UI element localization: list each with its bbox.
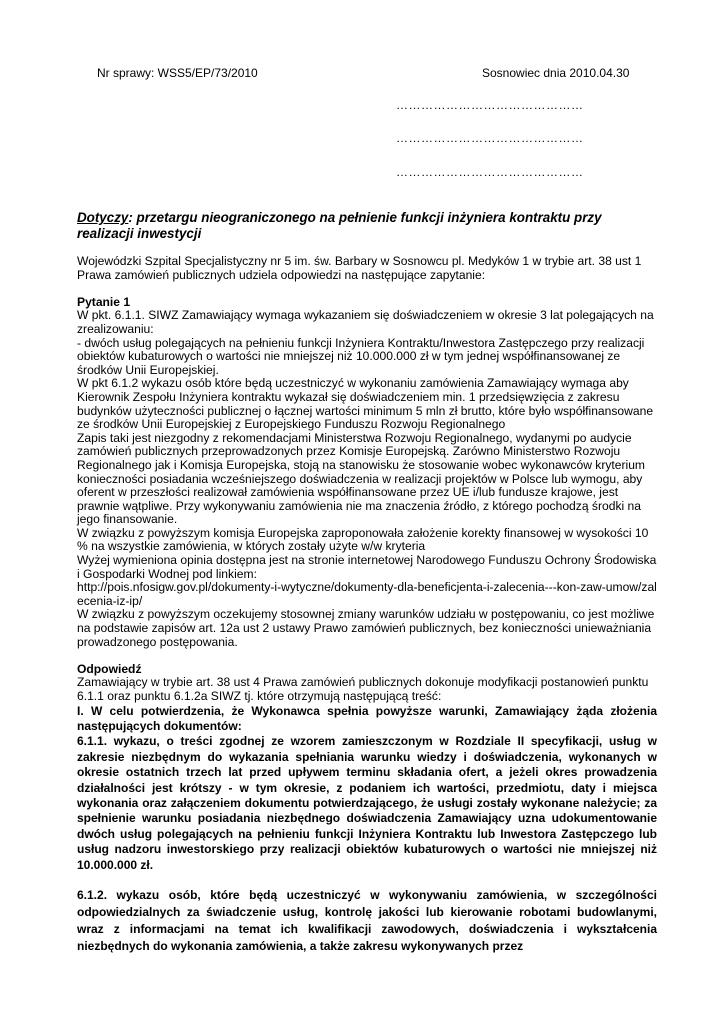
answer-point-6-1-2: 6.1.2. wykazu osób, które będą uczestniczyć w wykonywaniu zamówienia, w szczególności odpowiedzialnych za świadczenie usług, kontrolę jakości lub kierowanie robotami budowlanymi, wraz z informacjami na temat ich kwalifikacji zawodowych, doświadczenia i wykształcenia niezbędnych do wykonania zamówienia, a także zakresu wykonywanych przez [77, 888, 657, 954]
document-body [77, 210, 657, 955]
answer-intro: Zamawiający w trybie art. 38 ust 4 Prawa zamówień publicznych dokonuje modyfikacji postanowień punktu 6.1.1 oraz punktu 6.1.2a SIWZ tj. które otrzymują następującą treść: [77, 675, 649, 703]
question-line: W pkt. 6.1.1. SIWZ Zamawiający wymaga wykazaniem się doświadczeniem w okresie 3 lat polegających na zrealizowaniu: [77, 308, 654, 336]
address-line-1: ……………………………………… [396, 98, 584, 112]
question-line: Zapis taki jest niezgodny z rekomendacjami Ministerstwa Rozwoju Regionalnego, wydanymi po audycie zamówień publicznych przeprowadzonych przez Komisje Europejską. Zarówno Ministerstwo Rozwoju Regionalnego jak i Komisja Europejska, stoją na stanowisku że stosowanie wobec wykonawców kryterium konieczności posiadania wcześniejszego doświadczenia w realizacji projektów w Polsce lub wymogu, aby oferent w przeszłości realizował zamówienia współfinansowane przez UE i/lub fundusze krajowe, jest prawnie wątpliwe. Przy wykonywaniu zamówienia nie ma znaczenia źródło, z którego pochodzą środki na jego finansowanie. [77, 430, 646, 527]
question-line: Wyżej wymieniona opinia dostępna jest na stronie internetowej Narodowego Funduszu Ochrony Środowiska i Gospodarki Wodnej pod linkiem: [77, 553, 657, 581]
question-line: W pkt 6.1.2 wykazu osób które będą uczestniczyć w wykonaniu zamówienia Zamawiający wymaga aby Kierownik Zespołu Inżyniera kontraktu wykazał się doświadczeniem min. 1 przedsięwzięcia z zakresu budynków użyteczności publicznej o łącznej wartości minimum 5 mln zł brutto, które było współfinansowane ze środków Unii Europejskiej z Europejskiego Funduszu Rozwoju Regionalnego [77, 376, 654, 432]
intro-paragraph: Wojewódzki Szpital Specjalistyczny nr 5 im. św. Barbary w Sosnowcu pl. Medyków 1 w trybie art. 38 ust 1 Prawa zamówień publicznych udziela odpowiedzi na następujące zapytanie: [77, 254, 642, 282]
case-number: Nr sprawy: WSS5/EP/73/2010 [97, 66, 258, 80]
answer-heading: I. W celu potwierdzenia, że Wykonawca spełnia powyższe warunki, Zamawiający żąda złożenia następujących dokumentów: [77, 703, 657, 733]
address-line-2: ……………………………………… [396, 131, 584, 145]
subject-text: : przetargu nieograniczonego na pełnienie funkcji inżyniera kontraktu przy realizacji inwestycji [77, 210, 602, 241]
answer-title: Odpowiedź [77, 661, 142, 676]
address-line-3: ……………………………………… [396, 165, 584, 179]
question-link-text: http://pois.nfosigw.gov.pl/dokumenty-i-wytyczne/dokumenty-dla-beneficjenta-i-zalecenia---kon-zaw-umow/zalecenia-iz-ip/ [77, 580, 657, 608]
subject-label: Dotyczy [77, 210, 129, 225]
question-line: - dwóch usług polegających na pełnieniu funkcji Inżyniera Kontraktu/Inwestora Zastępczego przy realizacji obiektów kubaturowych o wartości nie mniejszej niż 10.000.000 zł w tym jednej współfinansowanej ze środków Unii Europejskiej. [77, 335, 645, 377]
answer-point-6-1-1: 6.1.1. wykazu, o treści zgodnej ze wzorem zamieszczonym w Rozdziale II specyfikacji, usług w zakresie niezbędnym do wykazania spełniania warunku wiedzy i doświadczenia, wykonanych w okresie ostatnich trzech lat przed upływem terminu składania ofert, a jeżeli okres prowadzenia działalności jest krótszy - w tym okresie, z podaniem ich wartości, przedmiotu, daty i miejsca wykonania oraz załączeniem dokumentu potwierdzającego, że usługi zostały wykonane należycie; za spełnienie warunku posiadania niezbędnego doświadczenia Zamawiający uzna udokumentowanie dwóch usług polegających na pełnieniu funkcji Inżyniera Kontraktu lub Inwestora Zastępczego lub usług nadzoru inwestorskiego przy realizacji obiektów kubaturowych o wartości nie mniejszej niż 10.000.000 zł. [77, 734, 657, 872]
subject-line [77, 210, 657, 242]
place-date: Sosnowiec dnia 2010.04.30 [482, 66, 630, 80]
question-title: Pytanie 1 [77, 294, 131, 309]
question-line: W związku z powyższym oczekujemy stosownej zmiany warunków udziału w postępowaniu, co jest możliwe na podstawie zapisów art. 12a ust 2 ustawy Prawo zamówień publicznych, bez konieczności unieważniania prowadzonego postępowania. [77, 607, 655, 649]
question-line: W związku z powyższym komisja Europejska zaproponowała założenie korekty finansowej w wysokości 10 % na wszystkie zamówienia, w których zostały użyte w/w kryteria [77, 525, 649, 554]
